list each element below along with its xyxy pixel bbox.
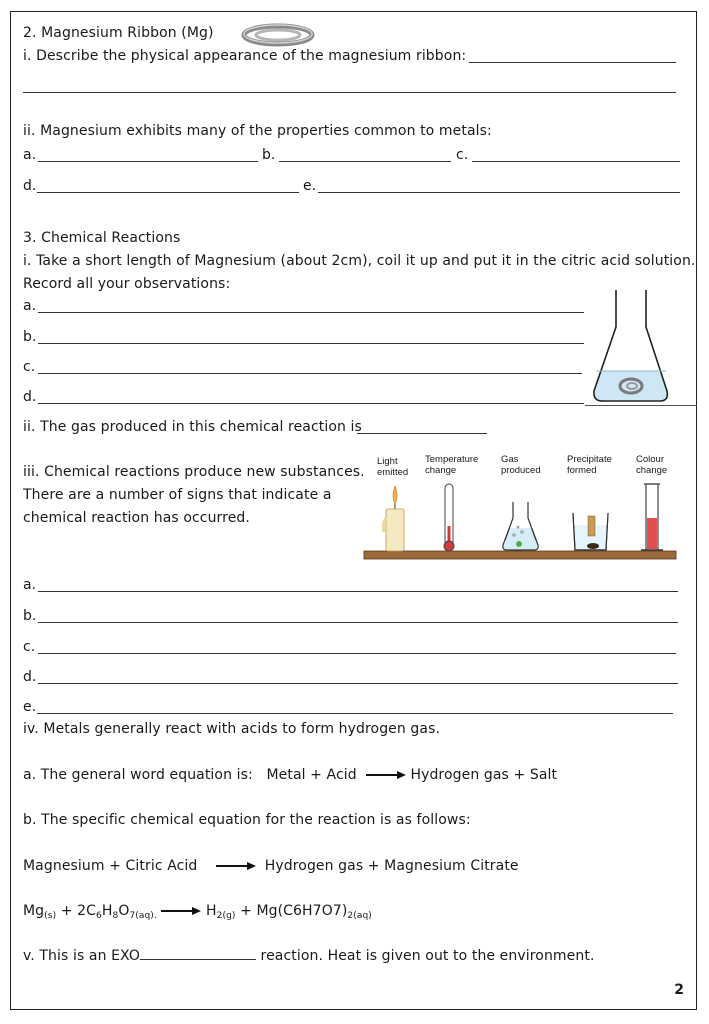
eq-h: H bbox=[101, 903, 113, 919]
iii-line-b[interactable] bbox=[38, 622, 678, 623]
chemical-equation bbox=[23, 902, 372, 922]
question-3ii: ii. The gas produced in this chemical reaction is bbox=[23, 419, 362, 435]
answer-line-2ii-d[interactable] bbox=[37, 192, 299, 193]
answer-line-2ii-c[interactable] bbox=[472, 161, 680, 162]
candle-icon bbox=[383, 486, 404, 551]
thermometer-icon bbox=[444, 484, 454, 551]
reaction-arrow-icon bbox=[216, 861, 256, 871]
eq-h2: H bbox=[206, 903, 217, 919]
iii-line-c[interactable] bbox=[38, 653, 676, 654]
question-3iv: iv. Metals generally react with acids to form hydrogen gas. bbox=[23, 721, 441, 737]
question-3iii-line2: There are a number of signs that indicate a bbox=[23, 487, 332, 503]
question-3i-line2: Record all your observations: bbox=[23, 276, 231, 292]
eq-product-sub: 2(aq) bbox=[347, 911, 372, 921]
obs-label-c: c. bbox=[23, 359, 36, 375]
reaction-arrow-icon bbox=[366, 770, 406, 780]
obs-line-d[interactable] bbox=[38, 403, 584, 404]
section2-title: 2. Magnesium Ribbon (Mg) bbox=[23, 25, 214, 41]
question-3iv-a bbox=[23, 766, 557, 784]
iii-label-e: e. bbox=[23, 699, 37, 715]
obs-line-c[interactable] bbox=[38, 373, 582, 374]
eq-plus2: + Mg(C6H7O7) bbox=[235, 903, 348, 919]
eq-h2-sub: 2(g) bbox=[216, 911, 236, 921]
option-label-c: c. bbox=[456, 147, 469, 163]
sign-label-gas: Gas produced bbox=[501, 454, 541, 476]
word-equation bbox=[23, 857, 519, 875]
option-label-b: b. bbox=[262, 147, 276, 163]
answer-line-2ii-a[interactable] bbox=[38, 161, 258, 162]
obs-label-a: a. bbox=[23, 298, 37, 314]
eq-mg-state: (s) bbox=[44, 911, 57, 921]
sign-label-temperature: Temperature change bbox=[425, 454, 479, 476]
obs-line-b[interactable] bbox=[38, 343, 584, 344]
answer-line-2ii-e[interactable] bbox=[318, 192, 680, 193]
general-eq-prefix: a. The general word equation is: bbox=[23, 767, 253, 783]
iii-line-d[interactable] bbox=[38, 683, 678, 684]
word-eq-right: Hydrogen gas + Magnesium Citrate bbox=[264, 858, 519, 874]
answer-line-3v[interactable] bbox=[140, 947, 256, 960]
section-divider-line bbox=[585, 405, 697, 406]
iii-label-c: c. bbox=[23, 639, 36, 655]
eq-o: O bbox=[118, 903, 130, 919]
eq-o7: 7(aq). bbox=[129, 911, 157, 921]
option-label-a: a. bbox=[23, 147, 37, 163]
colour-change-cylinder-icon bbox=[641, 484, 663, 550]
answer-line-2ii-b[interactable] bbox=[279, 161, 451, 162]
reaction-signs-diagram bbox=[362, 480, 678, 564]
obs-line-a[interactable] bbox=[38, 312, 584, 313]
eq-plus1: + 2C bbox=[56, 903, 97, 919]
general-eq-left: Metal + Acid bbox=[266, 767, 357, 783]
answer-line-3ii[interactable] bbox=[357, 433, 487, 434]
gas-flask-icon bbox=[502, 502, 542, 550]
answer-line-2i[interactable] bbox=[469, 62, 676, 63]
sign-label-precipitate: Precipitate formed bbox=[567, 454, 612, 476]
question-2i: i. Describe the physical appearance of the magnesium ribbon: bbox=[23, 48, 467, 64]
question-3iv-b: b. The specific chemical equation for the reaction is as follows: bbox=[23, 812, 471, 828]
question-2ii: ii. Magnesium exhibits many of the properties common to metals: bbox=[23, 123, 492, 139]
question-3v bbox=[23, 947, 595, 965]
eq-mg: Mg bbox=[23, 903, 45, 919]
answer-line-2i-cont[interactable] bbox=[23, 92, 676, 93]
q-v-prefix: v. This is an EXO bbox=[23, 948, 140, 964]
magnesium-ribbon-icon bbox=[240, 22, 316, 48]
sign-label-colour: Colour change bbox=[636, 454, 668, 476]
option-label-d: d. bbox=[23, 178, 37, 194]
iii-label-a: a. bbox=[23, 577, 37, 593]
general-eq-right: Hydrogen gas + Salt bbox=[410, 767, 558, 783]
eq-c6: 6 bbox=[96, 911, 102, 921]
option-label-e: e. bbox=[303, 178, 317, 194]
eq-h8: 8 bbox=[112, 911, 119, 921]
obs-label-b: b. bbox=[23, 329, 37, 345]
iii-line-a[interactable] bbox=[38, 591, 678, 592]
precipitate-beaker-icon bbox=[573, 513, 608, 550]
question-3iii-line1: iii. Chemical reactions produce new substances. bbox=[23, 464, 365, 480]
q-v-suffix: reaction. Heat is given out to the environment. bbox=[260, 948, 595, 964]
question-3i-line1: i. Take a short length of Magnesium (about 2cm), coil it up and put it in the citric acid solution. bbox=[23, 253, 696, 269]
reaction-arrow-icon bbox=[161, 906, 201, 916]
iii-label-d: d. bbox=[23, 669, 37, 685]
section3-title: 3. Chemical Reactions bbox=[23, 230, 181, 246]
page-number: 2 bbox=[674, 982, 684, 998]
word-eq-left: Magnesium + Citric Acid bbox=[23, 858, 198, 874]
obs-label-d: d. bbox=[23, 389, 37, 405]
conical-flask-icon bbox=[588, 287, 674, 407]
iii-label-b: b. bbox=[23, 608, 37, 624]
question-3iii-line3: chemical reaction has occurred. bbox=[23, 510, 250, 526]
sign-label-light: Light emitted bbox=[377, 456, 409, 478]
iii-line-e[interactable] bbox=[37, 713, 673, 714]
